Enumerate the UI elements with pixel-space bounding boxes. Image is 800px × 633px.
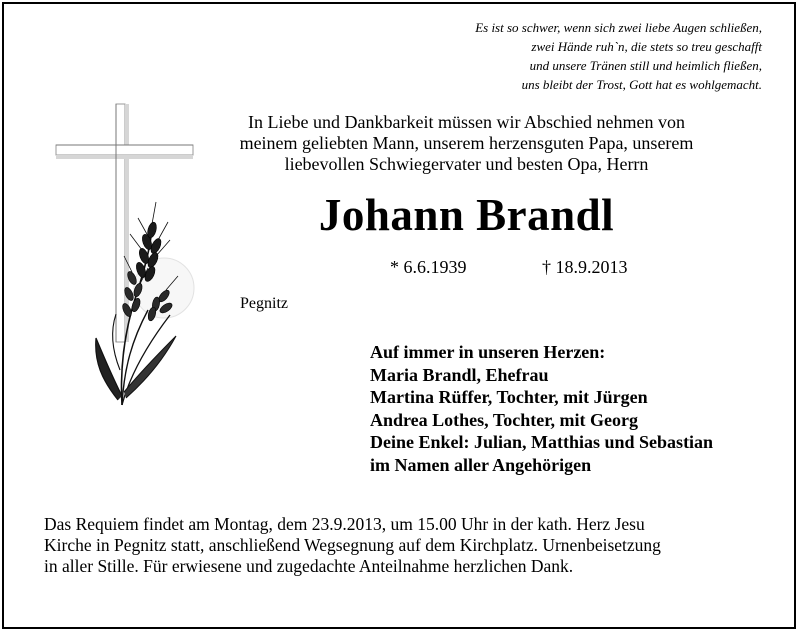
birth-date: * 6.6.1939: [390, 257, 467, 277]
family-member: Deine Enkel: Julian, Matthias und Sebastian: [370, 432, 714, 452]
poem-line: und unsere Tränen still und heimlich fließen,: [529, 58, 762, 73]
family-member: Andrea Lothes, Tochter, mit Georg: [370, 409, 638, 430]
place-name: Pegnitz: [240, 295, 288, 312]
obituary-card: [2, 2, 796, 629]
memorial-poem: [304, 18, 762, 94]
requiem-line: Das Requiem findet am Montag, dem 23.9.2013, um 15.00 Uhr in der kath. Herz Jesu: [44, 514, 645, 534]
requiem-line: Kirche in Pegnitz statt, anschließend Wegsegnung auf dem Kirchplatz. Urnenbeisetzung: [44, 535, 661, 555]
family-list: [370, 341, 780, 476]
requiem-notice: [44, 514, 784, 577]
cross-wheat-illustration: [52, 100, 202, 415]
farewell-intro: [209, 112, 724, 175]
family-closing: im Namen aller Angehörigen: [370, 454, 592, 475]
poem-line: uns bleibt der Trost, Gott hat es wohlgemacht.: [521, 77, 762, 92]
requiem-line: in aller Stille. Für erwiesene und zugedachte Anteilnahme herzlichen Dank.: [44, 556, 574, 576]
intro-line: meinem geliebten Mann, unserem herzensguten Papa, unserem: [239, 133, 694, 153]
family-heading: Auf immer in unseren Herzen:: [370, 342, 606, 362]
poem-line: zwei Hände ruh`n, die stets so treu geschafft: [531, 39, 762, 54]
death-date: † 18.9.2013: [542, 257, 628, 277]
intro-line: In Liebe und Dankbarkeit müssen wir Abschied nehmen von: [248, 112, 685, 132]
poem-line: Es ist so schwer, wenn sich zwei liebe Augen schließen,: [475, 20, 762, 35]
family-member: Maria Brandl, Ehefrau: [370, 364, 549, 385]
deceased-name: Johann Brandl: [318, 190, 615, 240]
family-member: Martina Rüffer, Tochter, mit Jürgen: [370, 387, 648, 407]
intro-line: liebevollen Schwiegervater und besten Opa, Herrn: [284, 154, 649, 174]
